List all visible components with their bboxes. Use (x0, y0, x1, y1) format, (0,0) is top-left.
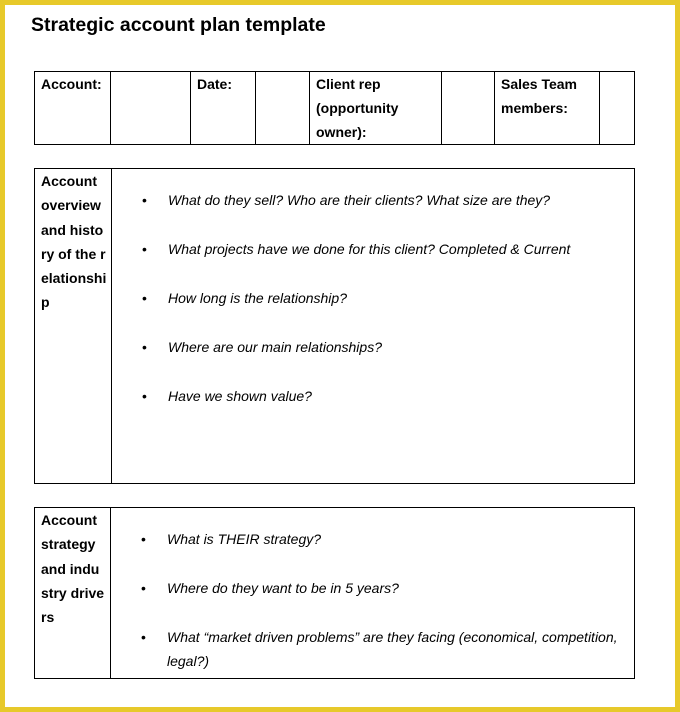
question-list (111, 527, 634, 673)
sales-team-label: Sales Team members: (495, 72, 600, 145)
list-item: • What do they sell? Who are their clients? What size are they? (112, 188, 634, 212)
section-body (112, 169, 635, 484)
account-value-cell[interactable] (111, 72, 191, 145)
list-item: • Where do they want to be in 5 years? (111, 576, 634, 600)
section-label: Account strategy and industry drivers (35, 508, 111, 679)
section-body (111, 508, 635, 679)
account-overview-section (34, 168, 635, 484)
date-label: Date: (191, 72, 256, 145)
list-item: • What projects have we done for this client? Completed & Current (112, 237, 634, 261)
account-strategy-section (34, 507, 635, 679)
section-label: Account overview and history of the relationship (35, 169, 112, 484)
list-item: • Where are our main relationships? (112, 335, 634, 359)
list-item: • What is THEIR strategy? (111, 527, 634, 551)
list-item: • Have we shown value? (112, 384, 634, 408)
client-rep-label: Client rep (opportunity owner): (310, 72, 442, 145)
list-item: • How long is the relationship? (112, 286, 634, 310)
question-list (112, 188, 634, 408)
client-rep-value-cell[interactable] (442, 72, 495, 145)
document-page (5, 5, 675, 707)
account-label: Account: (35, 72, 111, 145)
document-title: Strategic account plan template (31, 14, 326, 36)
sales-team-value-cell[interactable] (600, 72, 635, 145)
account-header-table (34, 71, 635, 145)
list-item: • What “market driven problems” are they facing (economical, competition, legal?) (111, 625, 634, 673)
date-value-cell[interactable] (256, 72, 310, 145)
